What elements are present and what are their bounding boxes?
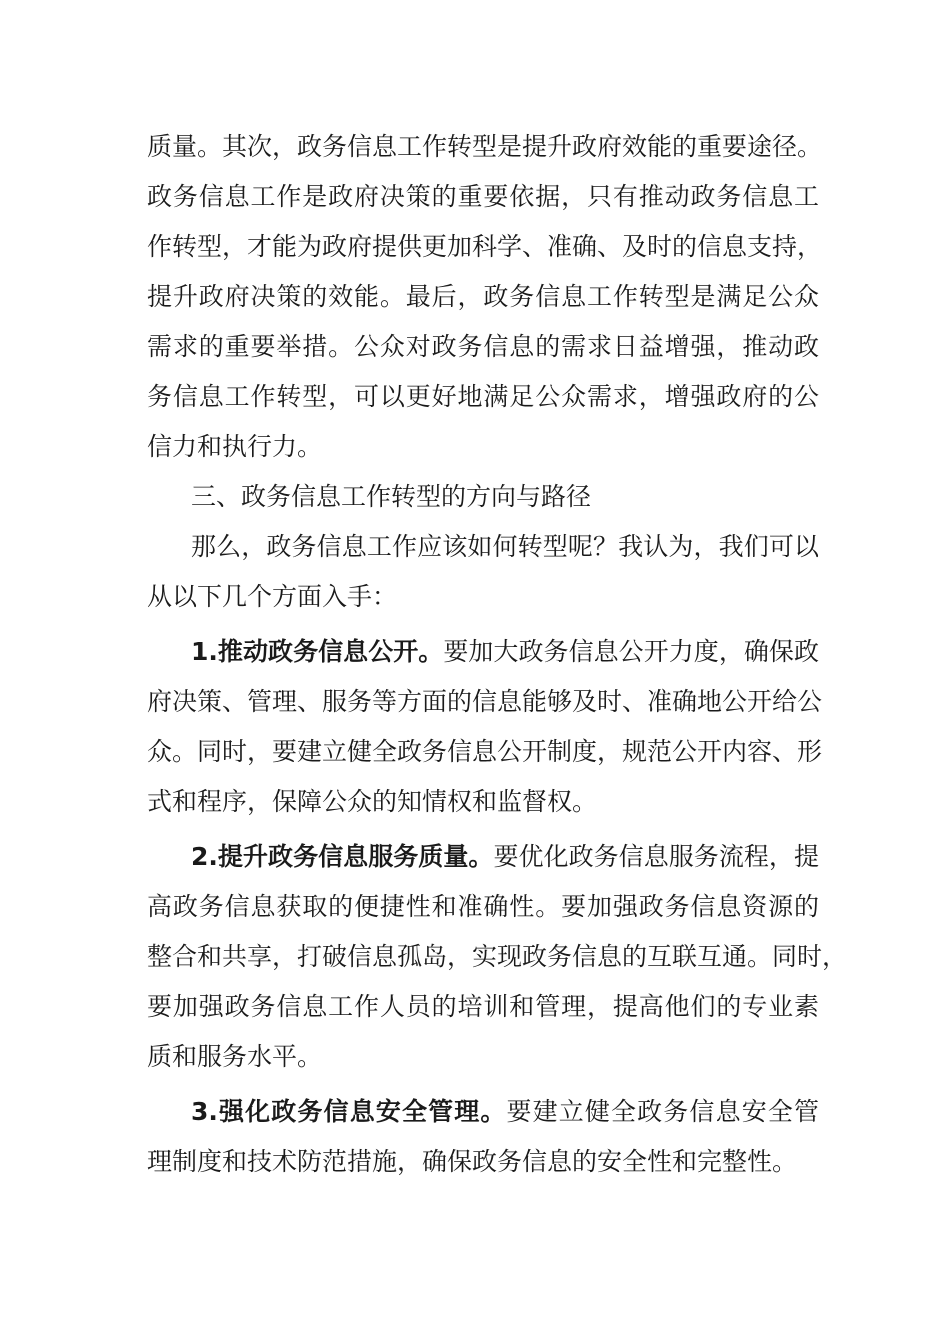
item-lead: 1.推动政务信息公开。 [191,637,444,666]
text-line: 提升政府决策的效能。最后，政务信息工作转型是满足公众 [147,282,819,311]
item-first-line [147,832,819,882]
list-item-3 [147,1087,819,1187]
item-lead: 2.提升政务信息服务质量。 [191,842,494,871]
text-line: 理制度和技术防范措施，确保政务信息的安全性和完整性。 [147,1147,798,1176]
document-body [147,122,848,1187]
text-line: 要加强政务信息工作人员的培训和管理，提高他们的专业素 [147,992,819,1021]
text-line: 政务信息工作是政府决策的重要依据，只有推动政务信息工 [147,182,819,211]
item-first-line [147,1087,819,1137]
text-line: 府决策、管理、服务等方面的信息能够及时、准确地公开给公 [147,687,823,716]
text-line: 作转型，才能为政府提供更加科学、准确、及时的信息支持， [147,232,823,261]
text-line: 信力和执行力。 [147,432,323,461]
text-line: 质和服务水平。 [147,1042,323,1071]
text-line: 质量。其次，政务信息工作转型是提升政府效能的重要途径。 [147,132,823,161]
text-line: 高政务信息获取的便捷性和准确性。要加强政务信息资源的 [147,892,819,921]
item-first-line [147,627,819,677]
text-line: 务信息工作转型，可以更好地满足公众需求，增强政府的公 [147,382,819,411]
intro-paragraph [147,122,823,472]
text-line: 式和程序，保障公众的知情权和监督权。 [147,787,598,816]
text-line: 从以下几个方面入手： [147,582,398,611]
item-text: 要加大政务信息公开力度，确保政 [443,637,819,666]
text-line: 那么，政务信息工作应该如何转型呢？我认为，我们可以 [191,532,819,561]
text-line: 需求的重要举措。公众对政务信息的需求日益增强，推动政 [147,332,819,361]
item-lead: 3.强化政务信息安全管理。 [191,1097,507,1126]
list-item-1 [147,627,823,827]
item-text: 要建立健全政务信息安全管 [506,1097,819,1126]
section-heading: 三、政务信息工作转型的方向与路径 [191,482,592,511]
text-line: 整合和共享，打破信息孤岛，实现政务信息的互联互通。同时， [147,942,848,971]
list-item-2 [147,832,848,1082]
text-line: 众。同时，要建立健全政务信息公开制度，规范公开内容、形 [147,737,823,766]
item-text: 要优化政务信息服务流程，提 [493,842,819,871]
question-paragraph [147,522,819,622]
